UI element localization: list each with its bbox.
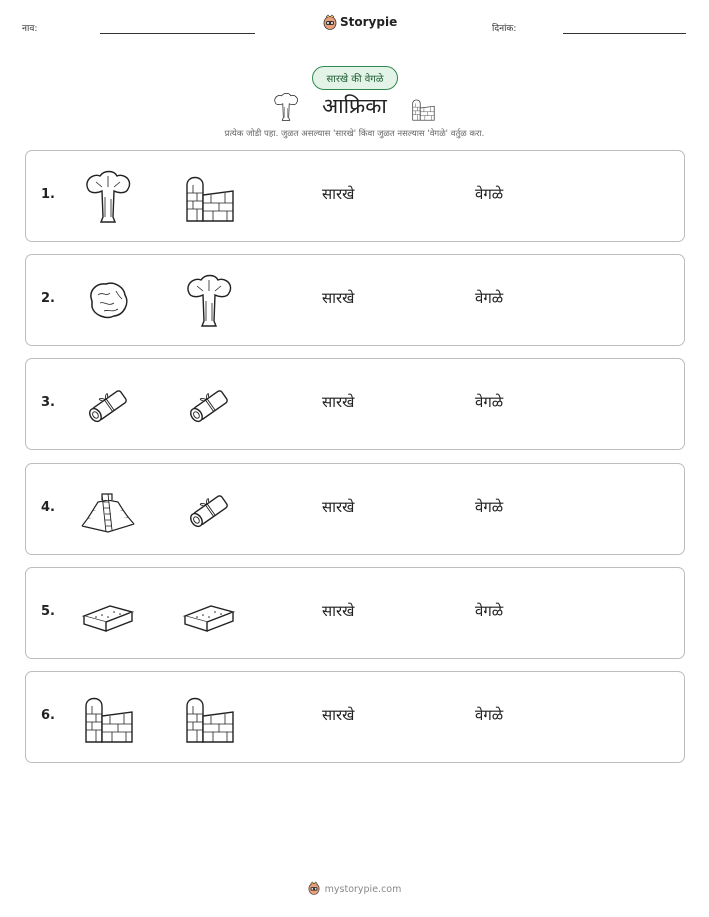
- instructions-text: प्रत्येक जोडी पहा. जुळत असल्यास 'सारखे' किंवा जुळत नसल्यास 'वेगळे' वर्तुळ करा.: [224, 129, 485, 139]
- option-different[interactable]: वेगळे: [475, 602, 504, 620]
- option-different[interactable]: वेगळे: [475, 393, 504, 411]
- brand-logo: [323, 14, 397, 30]
- scroll-icon: [179, 480, 239, 540]
- question-number: 5.: [41, 604, 55, 619]
- storypie-mascot-icon: [308, 880, 320, 899]
- page-footer: [0, 880, 709, 899]
- question-row-5: [25, 567, 685, 659]
- date-field[interactable]: [563, 33, 686, 34]
- option-same[interactable]: सारखे: [322, 393, 355, 411]
- question-number: 2.: [41, 291, 55, 306]
- question-number: 3.: [41, 395, 55, 410]
- storypie-mascot-icon: [323, 14, 337, 30]
- great-zimbabwe-ruins-icon: [179, 167, 239, 227]
- baobab-tree-icon: [179, 271, 239, 331]
- nut-icon: [78, 271, 138, 331]
- baobab-tree-icon: [78, 167, 138, 227]
- great-zimbabwe-ruins-icon: [179, 688, 239, 748]
- question-row-2: [25, 254, 685, 346]
- option-same[interactable]: सारखे: [322, 706, 355, 724]
- option-same[interactable]: सारखे: [322, 289, 355, 307]
- brick-icon: [179, 584, 239, 644]
- option-different[interactable]: वेगळे: [475, 498, 504, 516]
- question-number: 4.: [41, 500, 55, 515]
- brick-icon: [78, 584, 138, 644]
- step-pyramid-icon: [78, 480, 138, 540]
- question-row-1: [25, 150, 685, 242]
- name-label: नाव:: [22, 24, 38, 34]
- date-label: दिनांक:: [492, 24, 517, 34]
- scroll-icon: [179, 375, 239, 435]
- worksheet-title: आफ्रिका: [322, 94, 387, 118]
- footer-website[interactable]: mystorypie.com: [324, 884, 402, 895]
- great-zimbabwe-ruins-icon: [407, 95, 439, 127]
- activity-badge: सारखे की वेगळे: [312, 66, 398, 90]
- option-different[interactable]: वेगळे: [475, 289, 504, 307]
- option-same[interactable]: सारखे: [322, 498, 355, 516]
- question-row-6: [25, 671, 685, 763]
- great-zimbabwe-ruins-icon: [78, 688, 138, 748]
- option-same[interactable]: सारखे: [322, 602, 355, 620]
- worksheet-header: [0, 14, 709, 38]
- name-field[interactable]: [100, 33, 255, 34]
- question-row-4: [25, 463, 685, 555]
- brand-name: Storypie: [340, 15, 398, 29]
- option-same[interactable]: सारखे: [322, 185, 355, 203]
- question-number: 1.: [41, 187, 55, 202]
- option-different[interactable]: वेगळे: [475, 185, 504, 203]
- option-different[interactable]: वेगळे: [475, 706, 504, 724]
- question-row-3: [25, 358, 685, 450]
- scroll-icon: [78, 375, 138, 435]
- question-number: 6.: [41, 708, 55, 723]
